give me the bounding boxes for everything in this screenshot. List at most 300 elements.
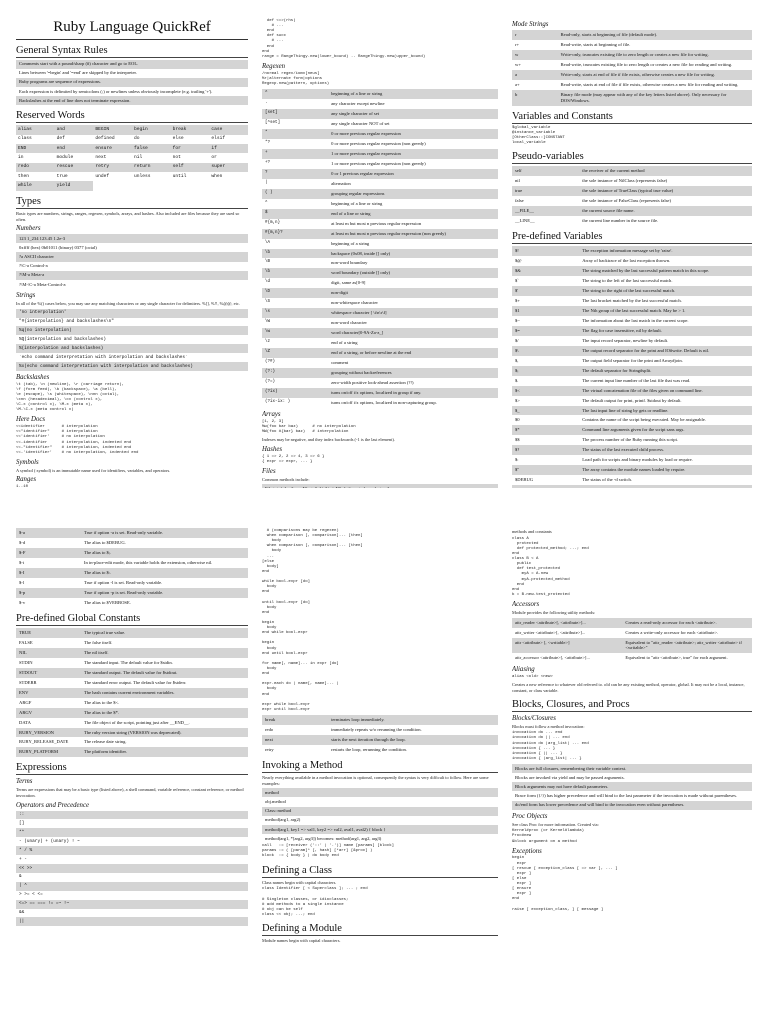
blocks-heading: Blocks, Closures, and Procs: [512, 699, 752, 712]
predefined-var-description: The string to the left of the last successful match.: [582, 277, 673, 283]
mode-string-row: [512, 90, 752, 106]
operator-row: &: [16, 873, 248, 882]
reserved-word: return: [132, 163, 171, 172]
predefined-var-description: The default separator for String#split.: [579, 366, 752, 376]
reserved-word: module: [56, 155, 74, 161]
pseudo-vars-table: [512, 166, 752, 226]
regex-row: [262, 139, 498, 149]
predefined-var-row: [512, 256, 752, 266]
predefined-var-description: The last input line of string by gets or readline.: [579, 406, 752, 416]
page1-column-1: [16, 18, 248, 488]
predefined-var-row: [512, 396, 752, 406]
predefined-var-row: [512, 266, 752, 276]
accessor-row: [512, 628, 752, 638]
global-constants-table: [16, 628, 248, 758]
global-constant-description: The nil itself.: [81, 648, 248, 658]
reserved-words-grid: [16, 125, 248, 190]
mode-string-key: w+: [515, 61, 521, 67]
hashes-heading: Hashes: [262, 445, 283, 453]
global-constant-row: [16, 747, 248, 757]
predefined-var-row: [16, 538, 248, 548]
regex-description: 1 or more previous regular expression (non greedy): [331, 160, 426, 166]
pseudo-var-description: the current line number in the source file.: [582, 217, 659, 223]
syntax-rule: Lines between '=begin' and '=end' are skipped by the interpreter.: [16, 69, 248, 78]
regex-key: (?=): [265, 380, 276, 385]
regex-row: [262, 109, 498, 119]
mode-string-row: [512, 80, 752, 90]
regex-description: non-digit: [328, 288, 498, 298]
pseudo-var-row: [512, 196, 752, 206]
operator-row: - (unary) + (unary) ! ~: [16, 837, 248, 846]
number-example: 0xffff (hex) 0b01011 (binary) 0377 (octal): [16, 243, 248, 252]
operator-row: ||: [16, 917, 248, 926]
regex-description: beginning of a line or string: [331, 200, 383, 206]
invoking-heading: Invoking a Method: [262, 760, 498, 773]
accessor-key: attr <attribute> [, <writable>]: [512, 638, 622, 654]
predefined-var-row: [512, 425, 752, 435]
mode-string-key: a+: [515, 81, 520, 87]
global-constant-row: [16, 638, 248, 648]
predefined-var-description: The output record separator for the print and IO#write. Default is nil.: [579, 346, 752, 356]
reserved-word: super: [209, 163, 248, 172]
blocks-list: [512, 764, 752, 810]
mode-string-description: Read-write, truncates existing file to zero length or creates a new file for reading and writing.: [560, 61, 733, 67]
regex-key: ^: [262, 89, 328, 99]
procs-code: Kernel#proc (or Kernel#lambda) Proc#new &block argument on a method: [512, 829, 585, 844]
aliasing-heading: Aliasing: [512, 666, 535, 674]
mode-strings-table: [512, 30, 752, 106]
invocation-example: method(arg1, *[arg2, arg3]) becomes: method(arg1, arg2, arg3): [262, 834, 498, 843]
accessor-description: Equivalent to "attr <attribute>, true" for each argument.: [625, 655, 728, 661]
predefined-var-description: Command line arguments given for the script sans args.: [579, 425, 752, 435]
regex-key: \w: [262, 328, 328, 338]
access-intro: methods and constants: [512, 529, 552, 534]
mode-string-description: Write-only, starts at end of file if file exists, otherwise creates a new file for writing.: [558, 70, 752, 80]
number-example: 123 1_234 123.45 1.2e-3: [16, 234, 248, 243]
number-example: ?a ASCII character: [16, 252, 248, 261]
range-class-code: def <=>(rhs) # ... end def succ # ... end end range = RangeThingy.new(lower_bound) .. RangeThingy.new(upper_bound): [262, 19, 426, 59]
regex-row: [262, 219, 498, 229]
mode-string-row: [512, 30, 752, 40]
reserved-word: break: [171, 125, 210, 134]
predefined-var-row: [512, 415, 752, 425]
numbers-list: [16, 234, 248, 289]
mode-string-row: [512, 50, 752, 60]
pseudo-var-row: [512, 176, 752, 186]
regex-description: 0 or more previous regular expression (non greedy): [331, 140, 426, 146]
reserved-word: for: [171, 144, 210, 153]
pseudo-var-row: [512, 206, 752, 216]
block-rule: Block arguments may not have default parameters.: [512, 782, 752, 791]
predefined-var-row: [512, 306, 752, 316]
global-constant-description: The typical true value.: [81, 628, 248, 638]
regex-description: non-word character: [331, 320, 367, 326]
types-intro: Basic types are numbers, strings, ranges, regexen, symbols, arrays, and hashes. Also included are files because they are used so often.: [16, 210, 240, 222]
regex-key: *?: [265, 140, 271, 145]
global-constant-key: ARGV: [16, 708, 81, 718]
regex-key: \s: [262, 308, 328, 318]
predefined-var-key: $-F: [16, 548, 81, 558]
module-def-heading: Defining a Module: [262, 923, 498, 936]
global-constant-key: DATA: [19, 719, 31, 725]
reserved-word: class: [18, 136, 32, 142]
global-constant-key: STDERR: [19, 679, 37, 685]
global-constant-description: The standard input. The default value for $stdin.: [83, 659, 173, 665]
pseudo-var-description: the sole instance of NilClass (represents false): [582, 178, 668, 184]
loop-keyword-row: [262, 715, 498, 725]
regex-row: [262, 288, 498, 298]
syntax-rule: Comments start with a pound/sharp (#) character and go to EOL.: [16, 60, 248, 69]
predefined-var-description: The exception information message set by 'raise'.: [579, 246, 752, 256]
string-example: %q(no interpolation): [16, 326, 248, 335]
reserved-word: in: [18, 155, 24, 161]
regex-key: .: [265, 100, 268, 105]
global-constant-row: [16, 628, 248, 638]
predefined-var-description: The string to the right of the last successful match.: [579, 286, 752, 296]
reserved-word: BEGIN: [93, 125, 132, 134]
operator-row: > >= < <=: [16, 891, 248, 900]
predefined-var-description: The alias to $:.: [81, 568, 248, 578]
class-def-code: class Identifier [ < Superclass ]; ... ; end # Singleton classes, or idioclasses; # add methods to a single instance # obj can be self class << obj; ...; end: [262, 887, 368, 917]
reserved-word: or: [211, 155, 217, 161]
operator-row: []: [16, 819, 248, 828]
accessors-intro: Module provides the following utility methods:: [512, 609, 596, 615]
global-constant-row: [16, 737, 248, 747]
reserved-word: nil: [134, 155, 143, 161]
invoking-code: call := [receiver ('::' | '.')] name [params] [block] params := ( [param]* [, hash] [*arr] [&proc] ) block := { body } | do body end: [262, 844, 395, 859]
regex-key: [set]: [262, 109, 328, 119]
global-constant-description: The alias to the $*.: [81, 708, 248, 718]
predefined-var-description: The input record separator, newline by default.: [582, 337, 669, 343]
regex-key: \Z: [262, 348, 328, 358]
string-example: %Q(interpolation and backslashes): [16, 335, 248, 344]
operator-row: + -: [16, 855, 248, 864]
invocation-example: method: [262, 788, 498, 797]
mode-string-key: b: [512, 90, 558, 106]
reserved-word: false: [132, 144, 171, 153]
predefined-var-key: $;: [512, 366, 579, 376]
regex-key: \b: [262, 249, 328, 259]
regexen-table: [262, 89, 498, 408]
global-constant-key: RUBY_PLATFORM: [16, 747, 81, 757]
reserved-word: true: [56, 173, 68, 179]
regex-description: grouping regular expressions: [328, 189, 498, 199]
reserved-word: self: [171, 163, 210, 172]
procs-heading: Proc Objects: [512, 812, 548, 820]
mode-string-key: w: [512, 50, 558, 60]
files-intro: Common methods include:: [262, 476, 310, 482]
pseudo-var-description: the sole instance of FalseClass (represents false): [582, 198, 671, 204]
types-heading: Types: [16, 196, 248, 209]
terms-heading: Terms: [16, 778, 33, 786]
regex-row: [262, 199, 498, 209]
global-constant-key: NIL: [16, 648, 81, 658]
regex-row: [262, 89, 498, 99]
regex-description: 0 or more previous regular expression: [328, 129, 498, 139]
accessors-table: [512, 618, 752, 664]
reserved-word: undef: [95, 173, 110, 179]
regexen-code: /normal regex/iomx[neus] %r|alternate form|options Regexp.new(pattern, options): [262, 71, 330, 86]
invocation-example: method(arg1, arg2): [262, 816, 498, 825]
loop-keyword-description: terminates loop immediately.: [328, 715, 498, 725]
predefined-var-row: [512, 326, 752, 336]
predefined-var-key: [512, 485, 579, 488]
symbols-heading: Symbols: [16, 458, 39, 466]
predefined-var-description: The last bracket matched by the last successful match.: [582, 297, 682, 303]
accessor-key: attr_writer <attribute>[, <attribute>]...: [515, 629, 586, 635]
reserved-word: end: [55, 144, 94, 153]
exceptions-heading: Exceptions: [512, 847, 542, 855]
procs-intro: See class Proc for more information. Created via:: [512, 821, 599, 827]
regex-row: [262, 368, 498, 378]
predefined-var-row: [512, 336, 752, 346]
mode-string-key: r: [512, 30, 558, 40]
global-constant-key: TRUE: [16, 628, 81, 638]
loop-keyword-row: [262, 745, 498, 755]
pseudo-var-description: the receiver of the current method: [579, 166, 752, 176]
global-constant-description: The ruby version string (VERSION was deprecated).: [81, 728, 248, 738]
loop-keyword-description: restarts the loop, rerunning the condition.: [331, 746, 407, 752]
predefined-var-description: The default output for print, printf. $stdout by default.: [582, 397, 682, 403]
reserved-word: yield: [55, 181, 94, 190]
reserved-words-heading: Reserved Words: [16, 110, 248, 123]
regex-row: [262, 119, 498, 129]
regex-description: turns on/off i/x options, localized in non-capturing group.: [331, 400, 437, 406]
global-constant-description: The hash contains current environment variables.: [81, 688, 248, 698]
regex-key: *: [262, 129, 328, 139]
terms-text: Terms are expressions that may be a basic type (listed above), a shell command, variable reference, constant reference, or method invocation.: [16, 787, 244, 798]
arrays-note: Indexes may be negative, and they index backwards (-1 is the last element).: [262, 437, 395, 443]
regex-description: at least m but most n previous regular expression (non greedy): [328, 229, 498, 239]
regex-description: beginning of a string: [331, 240, 370, 246]
global-constant-description: The file object of the script, pointing just after __END__.: [83, 719, 190, 725]
pseudo-var-description: the sole instance of TrueClass (typical true value): [579, 186, 752, 196]
reserved-word: unless: [134, 173, 151, 179]
regex-row: [262, 388, 498, 398]
pseudo-var-description: the current source file name.: [579, 206, 752, 216]
predefined-var-row: [512, 276, 752, 286]
global-constant-description: The standard error output. The default value for $stderr.: [83, 679, 187, 685]
string-example: %x(echo command interpretation with interpolation and backslashes): [16, 362, 248, 371]
operators-list: [16, 811, 248, 927]
regex-key: +?: [265, 160, 271, 165]
expressions-heading: Expressions: [16, 762, 248, 775]
global-constant-row: [16, 718, 248, 728]
loop-keyword-description: immediately repeats w/o rerunning the condition.: [331, 726, 422, 732]
predefined-var-key: $': [512, 286, 579, 296]
operator-row: | ^: [16, 882, 248, 891]
pseudo-var-row: [512, 216, 752, 226]
mode-string-description: Binary file mode (may appear with any of the key letters listed above). Only necessary for DOS/Windows.: [558, 90, 752, 106]
predefined-var-description: The process number of the Ruby running this script.: [582, 437, 679, 443]
reserved-word: if: [209, 144, 248, 153]
regex-description: zero-width positive look-ahead assertion (?!): [331, 380, 414, 386]
reserved-word: while: [16, 181, 55, 190]
regex-description: comment: [331, 360, 349, 366]
predefined-var-description: The string matched by the last successful pattern match in this scope.: [579, 266, 752, 276]
invocation-example: obj.method: [262, 797, 498, 806]
global-constant-key: STDOUT: [16, 668, 81, 678]
module-def-intro: Module names begin with capital characters.: [262, 938, 341, 944]
global-constant-description: The false itself.: [83, 639, 113, 645]
predefined-var-description: The alias to $VERBOSE.: [83, 599, 131, 605]
predefined-var-key: $+: [515, 297, 520, 303]
hashes-code: { 1 => 2, 2 => 4, 3 => 6 } { expr => expr, ... }: [262, 454, 325, 464]
arrays-code: [1, 2, 3] %w(foo bar baz) # no interpolation %W(foo #{bar} baz) # interpolation: [262, 419, 356, 435]
pseudo-var-key: false: [515, 198, 524, 204]
operator-row: <=> == === != =~ !~: [16, 900, 248, 909]
regex-description: non-word boundary: [331, 260, 368, 266]
loop-keyword-row: [262, 735, 498, 745]
global-constant-key: STDIN: [19, 659, 33, 665]
regex-row: [262, 179, 498, 189]
regex-description: digit, same as[0-9]: [331, 280, 366, 286]
regex-row: [262, 328, 498, 338]
regex-row: [262, 129, 498, 139]
regex-description: whitespace character [ \t\n\r\f]: [328, 308, 498, 318]
predefined-var-row: [16, 568, 248, 578]
accessors-heading: Accessors: [512, 601, 540, 609]
reserved-word: END: [16, 144, 55, 153]
predefined-var-key: $-a: [16, 528, 81, 538]
loop-keyword-key: redo: [265, 726, 274, 732]
regex-key: (?ix-ix: ): [265, 400, 291, 405]
page2-column-2: [262, 528, 498, 1022]
invocation-example: method(arg1, key1 => val1, key2 => val2, aval1, aval2) { block }: [262, 825, 498, 834]
pseudo-var-key: self: [512, 166, 579, 176]
mode-string-description: Read-write, starts at beginning of file.: [560, 41, 631, 47]
accessor-description: Creates a write-only accessor for each <attribute>.: [625, 629, 719, 635]
predefined-var-row: [16, 528, 248, 538]
predefined-var-description: [579, 485, 752, 488]
predefined-var-key: $-I: [16, 568, 81, 578]
regex-key: \z: [265, 340, 271, 345]
reserved-word: retry: [93, 163, 132, 172]
blocks-code: invocation do ... end invocation do || ... end invocation do |arg_list| ... end invocation { ... } invocation { || ... } invocation { |arg_list| ... }: [512, 731, 589, 761]
operator-row: << >>: [16, 864, 248, 873]
pseudo-var-key: nil: [515, 178, 520, 184]
vars-constants-heading: Variables and Constants: [512, 111, 752, 124]
reserved-word: until: [172, 173, 187, 179]
control-structures-code: # (comparisons may be regexen) when comparison [, comparison]... [then] body when comparison [, comparison]... [then] body ... [else body] end while bool-expr [do] body end until bool-expr [do] body end begin body end while bool-expr begin body end until bool-expr for name[, name]... in expr [do] body end expr.each do | name[, name]... | body end expr while bool-expr expr until bool-expr: [262, 529, 363, 712]
global-constant-description: The platform identifier.: [81, 747, 248, 757]
regex-row: [262, 209, 498, 219]
predefined-var-row: [512, 366, 752, 376]
regex-description: 0 or 1 previous regular expression: [328, 169, 498, 179]
global-constants-heading: Pre-defined Global Constants: [16, 613, 248, 626]
string-example: 'no interpolation': [16, 309, 248, 318]
file-method: [262, 484, 498, 488]
class-def-intro: Class names begin with capital characters.: [262, 879, 337, 885]
strings-note: In all of the %() cases below, you may use any matching characters or any single character for delimiters. %[], %!!, %@@, etc.: [16, 300, 240, 306]
regex-row: [262, 189, 498, 199]
predefined-var-key: $?: [512, 445, 579, 455]
predefined-var-key: $:: [515, 457, 519, 463]
predefined-var-row: [512, 316, 752, 326]
predefined-var-description: The Nth group of the last successful match. May be > 1.: [579, 306, 752, 316]
pseudo-var-key: true: [512, 186, 579, 196]
page2-column-3: [512, 528, 752, 1022]
regex-key: ?: [262, 169, 328, 179]
global-constant-key: RUBY_VERSION: [16, 728, 81, 738]
vars-constants-code: $global_variable @instance_variable [OtherClass::]CONSTANT local_variable: [512, 125, 565, 145]
regex-key: (?#): [265, 360, 276, 365]
reserved-word: elsif: [211, 136, 226, 142]
predefined-vars-table: [512, 246, 752, 488]
regex-row: [262, 99, 498, 109]
regex-row: [262, 229, 498, 239]
predefined-vars-heading: Pre-defined Variables: [512, 231, 752, 244]
predefined-var-description: The alias to $DEBUG.: [83, 539, 126, 545]
invoking-list: [262, 788, 498, 843]
loop-keyword-key: next: [262, 735, 328, 745]
predefined-var-key: $,: [515, 357, 519, 363]
regex-key: ^: [265, 200, 268, 205]
block-rule: Brace form ({/}) has higher precedence and will bind to the last parameter if the invocation is made without parentheses.: [512, 791, 752, 800]
regexen-heading: Regexen: [262, 62, 286, 70]
page-separator: [0, 502, 768, 516]
predefined-var-key: $DEBUG: [515, 477, 534, 483]
regex-description: turns on/off i/x options, localized in group if any.: [328, 388, 498, 398]
general-syntax-heading: General Syntax Rules: [16, 45, 248, 58]
predefined-var-row: [512, 346, 752, 356]
reserved-word: next: [95, 155, 107, 161]
predefined-var-description: The current input line number of the last file that was read.: [582, 377, 691, 383]
symbols-text: A symbol (:symbol) is an immutable name used for identifiers, variables, and operators.: [16, 467, 171, 473]
regex-row: [262, 308, 498, 318]
loop-control-table: [262, 715, 498, 755]
pseudo-var-key: __LINE__: [515, 217, 535, 223]
block-rule: do/end form has lower precedence and will bind to the invocation even without parentheses.: [512, 801, 752, 810]
predefined-var-row: [512, 455, 752, 465]
invoking-intro: Nearly everything available in a method invocation is optional, consequently the syntax is very difficult to follow. Here are some examples:: [262, 774, 489, 786]
regex-row: [262, 358, 498, 368]
pseudo-var-row: [512, 186, 752, 196]
syntax-rule: Backslashes at the end of line does not terminate expression.: [16, 96, 248, 105]
global-constant-row: [16, 668, 248, 678]
string-example: `echo command interpretation with interpolation and backslashes`: [16, 353, 248, 362]
global-constant-description: The standard output. The default value for $stdout.: [81, 668, 248, 678]
operator-row: ::: [16, 811, 248, 820]
predefined-var-key: $_: [512, 406, 579, 416]
predefined-var-key: $>: [515, 397, 520, 403]
loop-keyword-row: [262, 725, 498, 735]
block-rule: Blocks are invoked via yield and may be passed arguments.: [512, 773, 752, 782]
mode-string-row: [512, 40, 752, 50]
aliasing-text: Creates a new reference to whatever old referred to. old can be any existing method, operator, global. It may not be a local, instance, constant, or class variable.: [512, 682, 745, 694]
mode-string-key: a: [512, 70, 558, 80]
regex-description: non-whitespace character: [331, 300, 378, 306]
mode-string-description: Read-only, starts at beginning of file (default mode).: [558, 30, 752, 40]
regex-row: [262, 249, 498, 259]
predefined-var-key: $<: [512, 386, 579, 396]
regex-row: [262, 298, 498, 308]
strings-list: [16, 309, 248, 371]
page1-column-2: [262, 18, 498, 488]
numbers-heading: Numbers: [16, 225, 41, 233]
arrays-heading: Arrays: [262, 411, 281, 419]
reserved-word: redo: [16, 163, 55, 172]
predefined-var-key: $&: [512, 266, 579, 276]
regex-key: \S: [265, 300, 271, 305]
number-example: ?\M-a Meta-a: [16, 271, 248, 280]
regex-description: 1 or more previous regular expression: [328, 149, 498, 159]
files-list: [262, 484, 498, 488]
predefined-var-description: In in-place-edit mode, this variable holds the extension, otherwise nil.: [83, 559, 213, 565]
operator-row: * / %: [16, 846, 248, 855]
regex-description: at least m but most n previous regular expression: [331, 220, 422, 226]
class-def-heading: Defining a Class: [262, 865, 498, 878]
